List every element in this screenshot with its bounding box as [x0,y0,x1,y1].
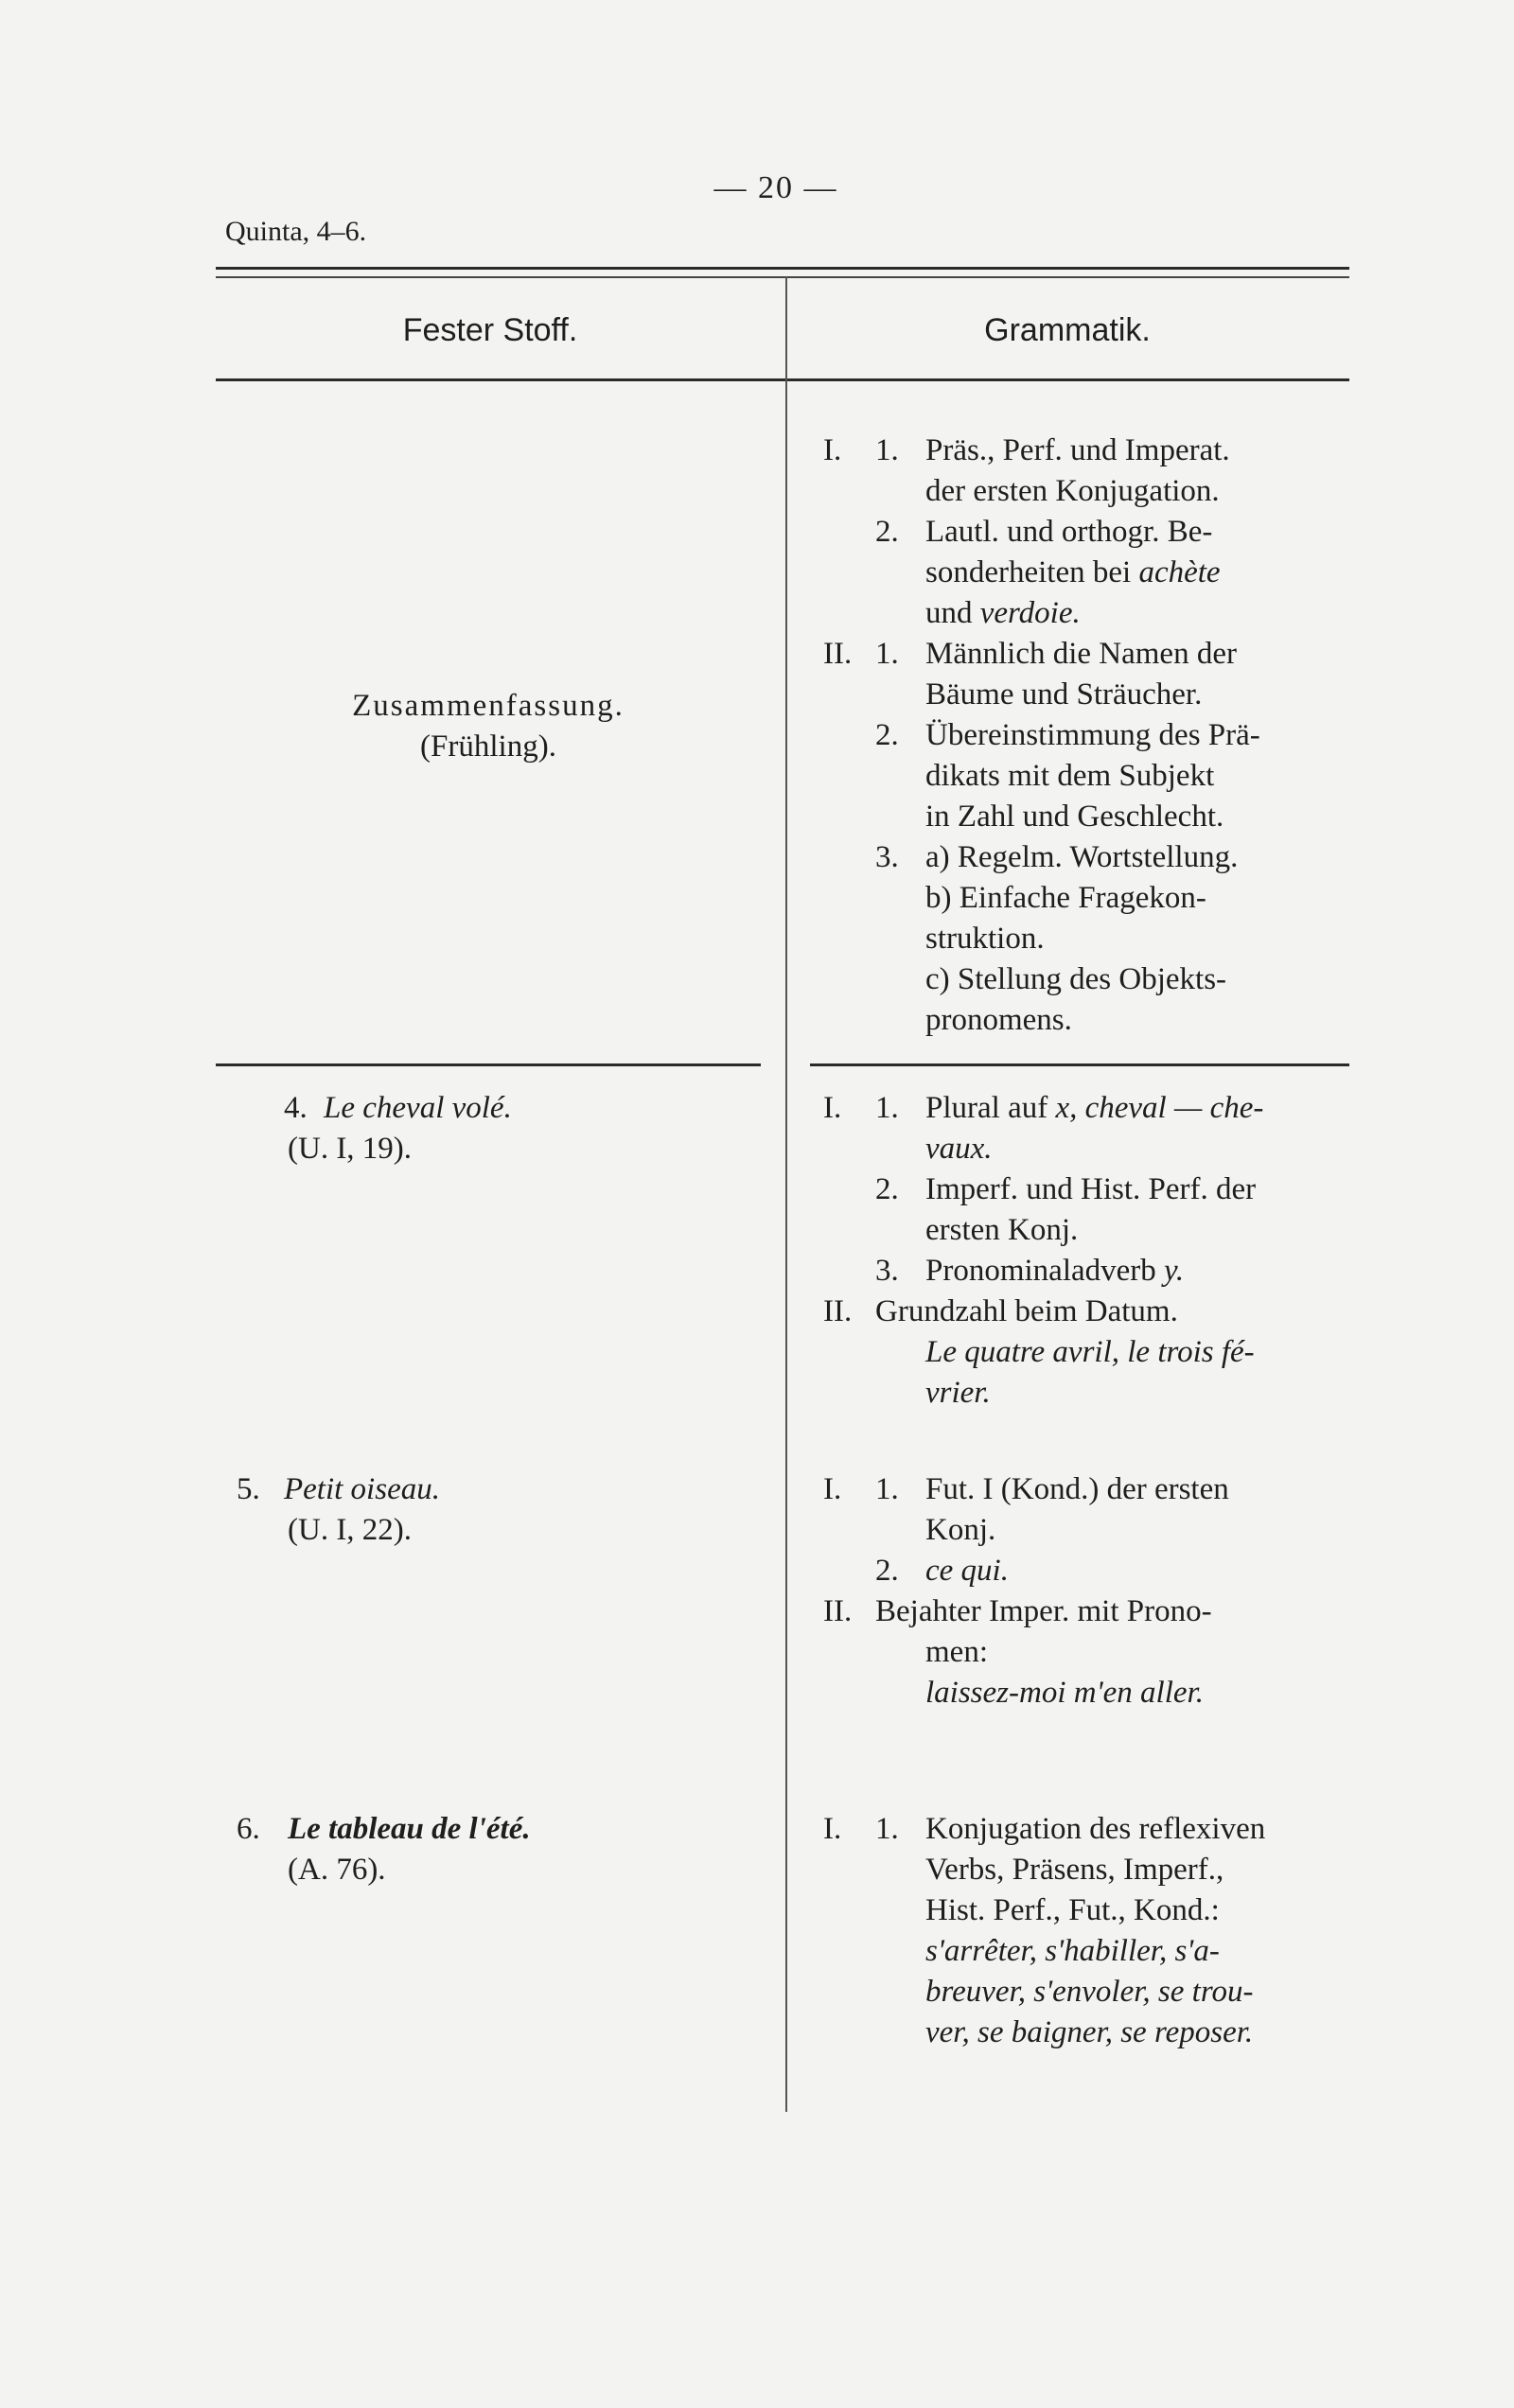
grammar-line-french-example: Le quatre avril, le trois fé- [925,1335,1255,1369]
grammar-line-french-example: achète [1138,555,1221,589]
class-range-label: Quinta, 4–6. [225,216,367,247]
section3-number: 5. [237,1472,260,1506]
column-title-grammatik: Grammatik. [984,312,1151,348]
grammar-line: Verbs, Präsens, Imperf., [925,1853,1224,1887]
top-rule [216,267,1349,270]
grammar-line [925,1088,1361,1129]
grammar-item-number: 1. [875,433,899,467]
grammar-line: Fut. I (Kond.) der ersten [925,1472,1229,1506]
grammar-line: ersten Konj. [925,1213,1079,1247]
grammar-item-number: 1. [875,1091,899,1125]
grammar-line-french-example: s'arrêter, s'habiller, s'a- [925,1934,1220,1968]
grammar-line: a) Regelm. Wortstellung. [925,840,1239,874]
section-rule-left [216,1063,761,1066]
grammar-line-french-example: laissez-moi m'en aller. [925,1676,1204,1710]
grammar-line: Bäume und Sträucher. [925,677,1203,712]
grammar-line [925,1551,1361,1591]
grammar-line-french-example: vaux. [925,1132,993,1166]
top-rule-thin [216,276,1349,278]
grammar-line [925,1332,1361,1373]
grammar-line-text: und [925,596,980,630]
grammar-line: dikats mit dem Subjekt [925,759,1215,793]
section1-left-title: Zusammenfassung. [352,689,625,723]
grammar-item-number: 2. [875,515,899,549]
section4-number: 6. [237,1812,260,1846]
grammar-line [925,1129,1361,1169]
grammar-line: pronomens. [925,1003,1072,1037]
grammar-item-number: 2. [875,1172,899,1206]
grammar-roman-numeral: I. [823,1091,842,1125]
grammar-line: Konjugation des reflexiven [925,1812,1266,1846]
grammar-line-text: Pronominaladverb [925,1254,1165,1288]
grammar-line-text: sonderheiten bei [925,555,1139,589]
section2-title: Le cheval volé. [324,1091,512,1125]
section1-left-subtitle: (Frühling). [420,729,556,764]
grammar-line [925,1251,1361,1292]
header-rule [216,378,1349,381]
grammar-item-number: 1. [875,637,899,671]
grammar-line [925,553,1361,593]
grammar-line [925,1931,1361,1972]
section4-title: Le tableau de l'été. [288,1812,531,1846]
grammar-item-number: 3. [875,1254,899,1288]
grammar-item-number: 1. [875,1812,899,1846]
grammar-line: Grundzahl beim Datum. [875,1294,1178,1328]
grammar-line [925,2013,1361,2053]
grammar-line [925,593,1361,634]
grammar-line: c) Stellung des Objekts- [925,962,1227,996]
grammar-line: in Zahl und Geschlecht. [925,800,1224,834]
grammar-item-number: 1. [875,1472,899,1506]
grammar-line: Bejahter Imper. mit Prono- [875,1594,1212,1628]
grammar-line: Männlich die Namen der [925,637,1237,671]
page-number: — 20 — [713,170,838,205]
grammar-item-number: 2. [875,718,899,752]
grammar-item-number: 3. [875,840,899,874]
section2-number: 4. [284,1091,308,1125]
grammar-line: Übereinstimmung des Prä- [925,718,1260,752]
section3-reference: (U. I, 22). [288,1513,413,1547]
section2-reference: (U. I, 19). [288,1132,413,1166]
grammar-line-french-example: ce qui. [925,1554,1009,1588]
grammar-line-text: Plural auf [925,1091,1056,1125]
grammar-roman-numeral: I. [823,1472,842,1506]
grammar-line: Lautl. und orthogr. Be- [925,515,1213,549]
grammar-roman-numeral: I. [823,433,842,467]
grammar-line-french-example: verdoie. [979,596,1081,630]
grammar-roman-numeral: II. [823,637,853,671]
grammar-line: Imperf. und Hist. Perf. der [925,1172,1257,1206]
section-rule-right [810,1063,1349,1066]
grammar-line: Konj. [925,1513,996,1547]
column-divider [785,276,787,2112]
grammar-roman-numeral: I. [823,1812,842,1846]
grammar-line-french-example: breuver, s'envoler, se trou- [925,1975,1254,2009]
section4-reference: (A. 76). [288,1853,386,1887]
grammar-item-number: 2. [875,1554,899,1588]
grammar-line [925,1373,1361,1414]
grammar-line-french-example: vrier. [925,1376,991,1410]
grammar-line: b) Einfache Fragekon- [925,881,1206,915]
grammar-line [925,1673,1361,1714]
grammar-line: der ersten Konjugation. [925,474,1220,508]
grammar-line: struktion. [925,922,1045,956]
grammar-line-french-example: ver, se baigner, se reposer. [925,2015,1254,2049]
grammar-line-french-example: y. [1164,1254,1185,1288]
section3-title: Petit oiseau. [284,1472,440,1506]
grammar-line-french-example: x, cheval — che- [1055,1091,1264,1125]
grammar-line: men: [925,1635,988,1669]
grammar-line: Hist. Perf., Fut., Kond.: [925,1893,1220,1927]
grammar-roman-numeral: II. [823,1294,853,1328]
column-title-fester-stoff: Fester Stoff. [402,312,578,348]
grammar-roman-numeral: II. [823,1594,853,1628]
grammar-line [925,1972,1361,2013]
grammar-line: Präs., Perf. und Imperat. [925,433,1230,467]
